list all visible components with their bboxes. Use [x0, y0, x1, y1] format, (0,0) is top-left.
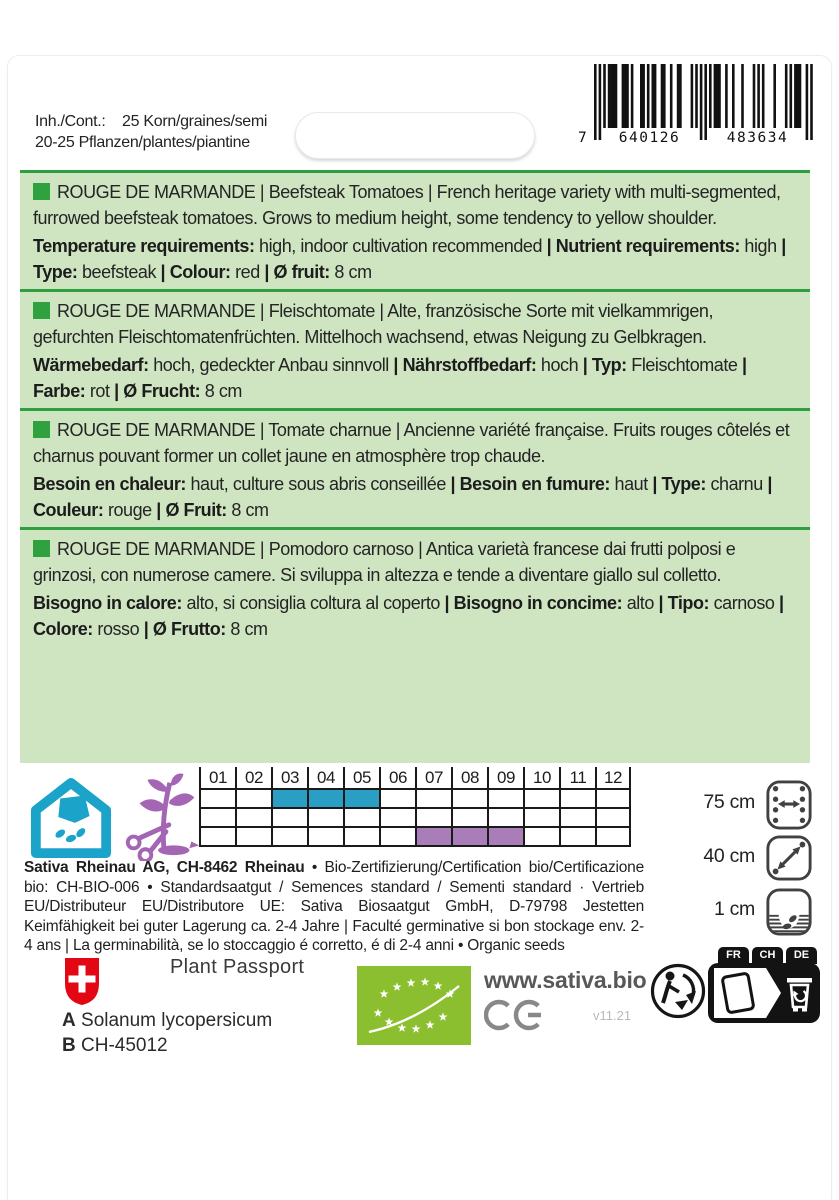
calendar-cell: [343, 809, 379, 826]
passport-b-label: B: [62, 1035, 76, 1056]
calendar-cell: [487, 790, 523, 807]
calendar-cell: [235, 809, 271, 826]
calendar-month-label: 11: [559, 767, 595, 788]
eu-organic-logo: [357, 966, 471, 1045]
country-tab-ch: CH: [752, 947, 783, 964]
calendar-month-label: 01: [199, 767, 235, 788]
contents-line1: [35, 111, 267, 132]
ce-mark-icon: [484, 999, 546, 1031]
calendar-cell: [307, 809, 343, 826]
calendar-month-label: 10: [523, 767, 559, 788]
passport-number-line: [62, 1033, 272, 1058]
harvest-plant-scissors-icon: [120, 773, 206, 861]
website-url: www.sativa.bio: [484, 967, 647, 993]
contents-value: 25 Korn/graines/semi: [122, 113, 268, 130]
calendar-month-label: 09: [487, 767, 523, 788]
calendar-month-label: 06: [379, 767, 415, 788]
green-square-marker-icon: [33, 302, 50, 319]
calendar-month-label: 03: [271, 767, 307, 788]
plant-spacing-label: 40 cm: [703, 845, 755, 867]
calendar-cell: [595, 790, 631, 807]
variety-description-en: [33, 180, 797, 231]
certification-info: • Bio-Zertifizierung/Certification bio/Certificazione bio: CH-BIO-006 • Standardsaatgut / Semences standard / Sementi standard · Vertrieb EU/Distributeur EU/Distributore UE: Sativa Biosaatgut GmbH, D-79798 Jestetten: [24, 859, 644, 915]
calendar-cell: [379, 809, 415, 826]
disposal-country-tabs: [708, 947, 820, 964]
calendar-cell: [379, 790, 415, 807]
plant-passport-details: [62, 1008, 272, 1058]
passport-species: Solanum lycopersicum: [81, 1010, 273, 1031]
company-name: Sativa Rheinau AG, CH-8462 Rheinau: [24, 859, 305, 876]
barcode-digit-group: 640126: [618, 130, 681, 146]
calendar-cell: [595, 809, 631, 826]
description-text: ROUGE DE MARMANDE | Fleischtomate | Alte, französische Sorte mit vielkammrigen, gefurchten Fleischtomatenfrüchten. Mittelhoch wachsend, etwas Neigung zu Gelbkragen.: [33, 301, 713, 347]
variety-description-it: [33, 537, 797, 588]
organic-leaf-stars-icon: [357, 966, 471, 1045]
row-spacing-icon: [765, 779, 813, 831]
green-square-marker-icon: [33, 183, 50, 200]
description-text: ROUGE DE MARMANDE | Beefsteak Tomatoes | French heritage variety with multi-segmented, furrowed beefsteak tomatoes. Grows to medium height, some tendency to yellow shoulder.: [33, 182, 781, 228]
variety-description-de: [33, 299, 797, 350]
calendar-cell: [559, 809, 595, 826]
variety-description-fr: [33, 418, 797, 469]
row-spacing-label: 75 cm: [703, 791, 755, 813]
calendar-cell: [271, 790, 307, 807]
description-text: ROUGE DE MARMANDE | Pomodoro carnoso | Antica varietà francese dai frutti polposi e grinzosi, con numerose camere. Si sviluppa in altezza e tende a diventare giallo sul colletto.: [33, 539, 736, 585]
sowing-depth-label: 1 cm: [713, 898, 755, 920]
section-english: [20, 173, 810, 289]
calendar-body: [199, 790, 631, 847]
plant-spacing-icon: [765, 833, 813, 883]
calendar-cell: [487, 809, 523, 826]
plant-passport-title: Plant Passport: [170, 956, 305, 978]
barcode-digit-group: 7: [578, 130, 589, 146]
variety-specs-en: Temperature requirements: high, indoor cultivation recommended | Nutrient requirements: high | Type: beefsteak | Colour: red | Ø fruit: 8 cm: [33, 236, 786, 282]
sowing-depth-icon: [765, 886, 813, 938]
variety-specs-de: Wärmebedarf: hoch, gedeckter Anbau sinnvoll | Nährstoffbedarf: hoch | Typ: Fleischtomate | Farbe: rot | Ø Frucht: 8 cm: [33, 355, 747, 401]
calendar-cell: [307, 790, 343, 807]
calendar-row-empty: [199, 809, 631, 828]
passport-species-line: [62, 1008, 272, 1033]
barcode: [578, 64, 818, 156]
section-german: [20, 289, 810, 408]
calendar-month-label: 02: [235, 767, 271, 788]
packet-to-bin-icon: [708, 963, 820, 1023]
sowing-calendar: [199, 767, 631, 847]
calendar-cell: [415, 828, 451, 845]
swiss-shield-icon: [62, 955, 102, 1005]
calendar-cell: [451, 828, 487, 845]
calendar-row-indoor-sowing: [199, 790, 631, 809]
contents-line2: 20-25 Pflanzen/plantes/piantine: [35, 134, 250, 151]
country-tab-de: DE: [786, 947, 817, 964]
barcode-digit-group: 483634: [726, 130, 789, 146]
passport-a-label: A: [62, 1010, 76, 1031]
triman-recycling-icon: [649, 962, 707, 1020]
calendar-row-harvest: [199, 828, 631, 847]
calendar-cell: [523, 828, 559, 845]
disposal-instructions-badge: [708, 947, 820, 1028]
calendar-cell: [379, 828, 415, 845]
greenhouse-sowing-icon: [30, 777, 112, 859]
section-french: [20, 408, 810, 527]
calendar-month-label: 04: [307, 767, 343, 788]
green-square-marker-icon: [33, 540, 50, 557]
calendar-cell: [415, 790, 451, 807]
version-label: v11.21: [593, 1008, 632, 1023]
calendar-cell: [235, 790, 271, 807]
section-italian: [20, 527, 810, 646]
calendar-cell: [415, 809, 451, 826]
calendar-cell: [523, 790, 559, 807]
calendar-month-label: 05: [343, 767, 379, 788]
calendar-month-label: 12: [595, 767, 631, 788]
calendar-month-label: 07: [415, 767, 451, 788]
calendar-cell: [451, 809, 487, 826]
calendar-cell: [595, 828, 631, 845]
calendar-cell: [307, 828, 343, 845]
calendar-month-label: 08: [451, 767, 487, 788]
hang-hole-cutout: [295, 112, 535, 159]
calendar-cell: [451, 790, 487, 807]
contents-block: [35, 111, 267, 153]
calendar-months-header: [199, 767, 631, 790]
germination-info: Keimfähigkeit bei guter Lagerung ca. 2-4 Jahre | Faculté germinative si bon stockage env. 2-4 ans | La germinabilità, se lo stoccaggio é corretto, é di 2-4 anni • Organic seeds: [24, 917, 644, 954]
calendar-cell: [343, 828, 379, 845]
passport-number: CH-45012: [81, 1035, 168, 1056]
calendar-cell: [559, 828, 595, 845]
calendar-cell: [235, 828, 271, 845]
green-square-marker-icon: [33, 421, 50, 438]
calendar-cell: [271, 828, 307, 845]
contents-label: Inh./Cont.:: [35, 113, 106, 130]
calendar-cell: [523, 809, 559, 826]
producer-address: [24, 858, 644, 956]
variety-specs-it: Bisogno in calore: alto, si consiglia coltura al coperto | Bisogno in concime: alto | Tipo: carnoso | Colore: rosso | Ø Frutto: 8 cm: [33, 593, 784, 639]
description-text: ROUGE DE MARMANDE | Tomate charnue | Ancienne variété française. Fruits rouges côtelés et charnus pouvant former un collet jaune en atmosphère trop chaude.: [33, 420, 790, 466]
calendar-cell: [343, 790, 379, 807]
variety-info-panel: [20, 170, 810, 763]
calendar-cell: [559, 790, 595, 807]
variety-specs-fr: Besoin en chaleur: haut, culture sous abris conseillée | Besoin en fumure: haut | Type: charnu | Couleur: rouge | Ø Fruit: 8 cm: [33, 474, 772, 520]
calendar-cell: [487, 828, 523, 845]
calendar-cell: [271, 809, 307, 826]
country-tab-fr: FR: [718, 947, 749, 964]
